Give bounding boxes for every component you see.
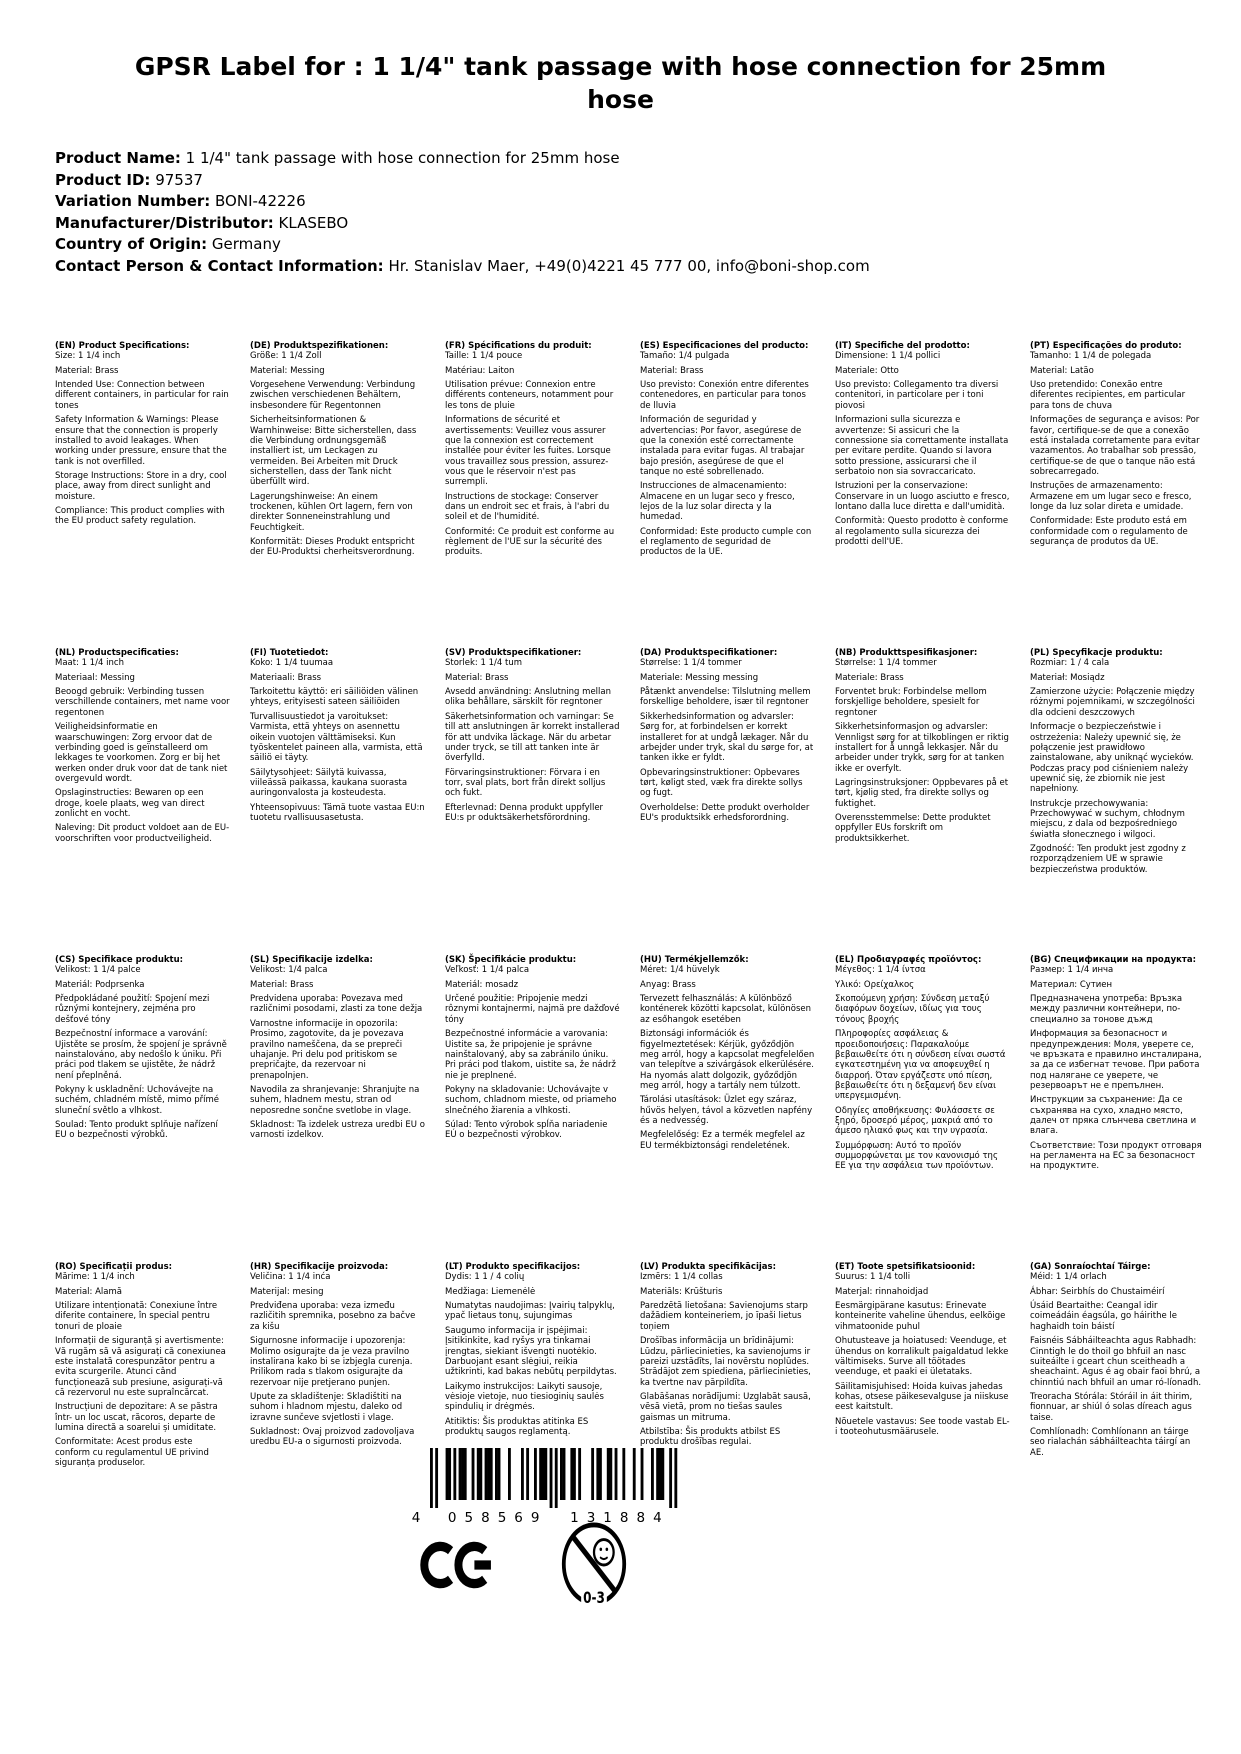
lang-block-et <box>835 1262 1010 1569</box>
lang-paragraph: Eesmärgipärane kasutus: Erinevate konteinerite vaheline ühendus, eelkõige vihmatoonide puhul <box>835 1301 1006 1332</box>
lang-header: (PT) Especificações do produto: <box>1030 341 1182 351</box>
lang-block-sk <box>445 955 620 1262</box>
lang-paragraph: Größe: 1 1/4 Zoll <box>250 351 322 362</box>
lang-paragraph: Πληροφορίες ασφάλειας & προειδοποιήσεις: Παρακαλούμε βεβαιωθείτε ότι η σύνδεση είναι σωστά εγκατεστημένη για να αποφευχθεί η διαρροή. Όταν εργάζεστε υπό πίεση, βεβαιωθείτε ότι η δεξαμενή δεν είναι υπεργεμισμένη. <box>835 1029 1006 1102</box>
lang-paragraph: Utilizare intenționată: Conexiune între diferite containere, în special pentru tonuri de ploaie <box>55 1301 218 1332</box>
lang-paragraph: Materiál: mosadz <box>445 979 519 990</box>
lang-paragraph: Tarkoitettu käyttö: eri säiliöiden välinen yhteys, erityisesti sateen säiliöiden <box>250 687 419 708</box>
lang-paragraph: Overensstemmelse: Dette produktet oppfyller EUs forskrift om produktsikkerhet. <box>835 813 991 844</box>
lang-paragraph: Méid: 1 1/4 orlach <box>1030 1272 1107 1283</box>
lang-header: (FI) Tuotetiedot: <box>250 648 329 658</box>
lang-paragraph: Instrucțiuni de depozitare: A se păstra într- un loc uscat, răcoros, departe de lumina directă a soarelui și umiditate. <box>55 1402 218 1434</box>
lang-paragraph: Informações de segurança e avisos: Por favor, certifique-se de que a conexão está instalada corretamente para evitar vazamentos. Ao trabalhar sob pressão, certifique-se de que o tanque não está sobrecarregado. <box>1030 415 1200 477</box>
age-warning-icon <box>560 1520 628 1608</box>
lang-block-el <box>835 955 1010 1262</box>
lang-paragraph: Mărime: 1 1/4 inch <box>55 1272 135 1283</box>
lang-paragraph: Material: Messing <box>250 365 325 376</box>
product-info-row <box>55 213 870 235</box>
lang-paragraph: Lagringsinstruksjoner: Oppbevares på et tørt, kjølig sted, fra direkte sollys og fuktighet. <box>835 777 1009 809</box>
lang-paragraph: Säilytysohjeet: Säilytä kuivassa, viileässä paikassa, kaukana suorasta auringonvalosta ja kosteudesta. <box>250 767 408 799</box>
lang-paragraph: Størrelse: 1 1/4 tommer <box>640 658 742 669</box>
lang-header: (RO) Specificații produs: <box>55 1262 173 1272</box>
lang-header: (DA) Produktspecifikationer: <box>640 648 778 658</box>
lang-paragraph: Rozmiar: 1 / 4 cala <box>1030 658 1110 669</box>
lang-header: (HR) Specifikacije proizvoda: <box>250 1262 389 1272</box>
lang-paragraph: Materiāls: Krūšturis <box>640 1286 723 1297</box>
lang-paragraph: Sicherheitsinformationen & Warnhinweise: Bitte sicherstellen, dass die Verbindung ordnungsgemäß installiert ist, um Leckagen zu vermeiden. Bei Arbeiten mit Druck sicherstellen, dass der Tank nicht überfüllt wird. <box>250 415 417 488</box>
lang-block-de <box>250 341 425 648</box>
lang-paragraph: Informazioni sulla sicurezza e avvertenze: Si assicuri che la connessione sia correttamente installata per evitare perdite. Quando si lavora sotto pressione, assicurarsi che il serbatoio non sia sovraccaricato. <box>835 415 1009 477</box>
lang-paragraph: Instrucciones de almacenamiento: Almacene en un lugar seco y fresco, lejos de la luz solar directa y la humedad. <box>640 481 795 523</box>
product-info-value: Hr. Stanislav Maer, +49(0)4221 45 777 00, info@boni-shop.com <box>383 256 870 275</box>
lang-paragraph: Информация за безопасност и предупреждения: Моля, уверете се, че връзката е правилно инсталирана, за да се избегнат течове. При работа под налягане се уверете, че резервоарът не е препълнен. <box>1030 1029 1202 1091</box>
lang-header: (NB) Produkttspesifikasjoner: <box>835 648 978 658</box>
lang-paragraph: Tárolási utasítások: Üzlet egy száraz, hűvös helyen, távol a közvetlen napfény és a nedvesség. <box>640 1095 813 1127</box>
lang-paragraph: Zgodność: Ten produkt jest zgodny z rozporządzeniem UE w sprawie bezpieczeństwa produktów. <box>1030 844 1186 875</box>
lang-paragraph: Σκοπούμενη χρήση: Σύνδεση μεταξύ διαφόρων δοχείων, ιδίως για τους τόνους βροχής <box>835 994 990 1025</box>
lang-paragraph: Material: Brass <box>445 672 509 683</box>
lang-block-nb <box>835 648 1010 955</box>
product-info-row <box>55 234 870 256</box>
lang-paragraph: Soulad: Tento produkt splňuje nařízení EU o bezpečnosti výrobků. <box>55 1120 218 1141</box>
lang-paragraph: Materijal: mesing <box>250 1286 324 1297</box>
lang-header: (HU) Termékjellemzők: <box>640 955 749 965</box>
lang-paragraph: Materiale: Messing messing <box>640 672 759 683</box>
lang-paragraph: Naleving: Dit product voldoet aan de EU-voorschriften voor productveiligheid. <box>55 823 230 844</box>
lang-header: (BG) Спецификации на продукта: <box>1030 955 1196 965</box>
lang-paragraph: Material: Brass <box>640 365 704 376</box>
lang-paragraph: Comhlíonadh: Comhlíonann an táirge seo rialachán sábháilteachta táirgí an AE. <box>1030 1427 1191 1458</box>
lang-paragraph: Instructions de stockage: Conserver dans un endroit sec et frais, à l'abri du soleil et de l'humidité. <box>445 491 610 523</box>
product-info-label: Product ID: <box>55 170 151 189</box>
lang-paragraph: Conformidade: Este produto está em conformidade com o regulamento de segurança de produtos da UE. <box>1030 516 1188 548</box>
lang-paragraph: Conformità: Questo prodotto è conforme al regolamento sulla sicurezza dei prodotti dell'UE. <box>835 516 1009 548</box>
lang-paragraph: Numatytas naudojimas: Įvairių talpyklų, ypač lietaus tonų, sujungimas <box>445 1301 615 1322</box>
age-warning-label: 0-3 <box>583 1589 605 1608</box>
language-grid <box>55 341 1205 1569</box>
barcode-bars <box>400 1448 700 1528</box>
ce-mark-icon <box>420 1534 500 1596</box>
lang-block-bg <box>1030 955 1205 1262</box>
lang-paragraph: Turvallisuustiedot ja varoitukset: Varmista, että yhteys on asennettu oikein vuotojen välttämiseksi. Kun työskentelet paineen alla, varmista, että säiliö ei täyty. <box>250 711 423 764</box>
lang-paragraph: Υλικό: Ορείχαλκος <box>835 979 915 990</box>
lang-paragraph: Paredzētā lietošana: Savienojums starp dažādiem konteineriem, jo īpaši lietus toņiem <box>640 1301 808 1332</box>
lang-header: (GA) Sonraíochtaí Táirge: <box>1030 1262 1151 1272</box>
page-title: GPSR Label for : 1 1/4" tank passage with hose connection for 25mm hose <box>134 52 1107 114</box>
lang-paragraph: Predvidena uporaba: Povezava med različnimi posodami, zlasti za tone dežja <box>250 994 423 1015</box>
lang-paragraph: Pokyny k uskladnění: Uchovávejte na suchém, chladném místě, mimo přímé sluneční světlo a vlhkost. <box>55 1084 220 1116</box>
lang-block-fi <box>250 648 425 955</box>
lang-paragraph: Οδηγίες αποθήκευσης: Φυλάσσετε σε ξηρό, δροσερό μέρος, μακριά από το άμεσο ηλιακό φως και την υγρασία. <box>835 1105 995 1137</box>
lang-paragraph: Konformität: Dieses Produkt entspricht der EU-Produktsi cherheitsverordnung. <box>250 537 415 558</box>
lang-paragraph: Materiał: Mosiądz <box>1030 672 1105 683</box>
lang-header: (SL) Specifikacije izdelka: <box>250 955 373 965</box>
lang-paragraph: Opbevaringsinstruktioner: Opbevares tørt, køligt sted, væk fra direkte sollys og fugt. <box>640 767 803 799</box>
lang-paragraph: Saugumo informacija ir įspėjimai: Įsitikinkite, kad ryšys yra tinkamai įrengtas, siekiant išvengti nuotėkio. Darbuojant esant slėgiui, reikia užtikrinti, kad bakas nebūtų perpildytas. <box>445 1325 617 1378</box>
lang-paragraph: Určené použitie: Pripojenie medzi rôznymi kontajnermi, najmä pre dažďové tóny <box>445 994 620 1025</box>
lang-header: (FR) Spécifications du produit: <box>445 341 592 351</box>
lang-paragraph: Bezpečnostné informácie a varovania: Uistite sa, že pripojenie je správne nainštalovaný, aby sa zabránilo úniku. Pri práci pod tlakom, uistite sa, že nádrž nie je preplnené. <box>445 1029 616 1081</box>
lang-paragraph: Material: Latão <box>1030 365 1094 376</box>
lang-paragraph: Megfelelőség: Ez a termék megfelel az EU termékbiztonsági rendeletének. <box>640 1130 805 1151</box>
lang-block-sl <box>250 955 425 1262</box>
lang-paragraph: Conformitate: Acest produs este conform cu regulamentul UE privind siguranța produselor. <box>55 1437 209 1469</box>
lang-paragraph: Sigurnosne informacije i upozorenja: Molimo osigurajte da je veza pravilno instalirana kako bi se izbjegla curenja. Prilikom rada s tlakom osigurajte da rezervoar nije pretjerano punjen. <box>250 1336 413 1388</box>
lang-paragraph: Suurus: 1 1/4 tolli <box>835 1272 911 1283</box>
lang-paragraph: Størrelse: 1 1/4 tommer <box>835 658 937 669</box>
lang-paragraph: Biztonsági információk és figyelmeztetések: Kérjük, győződjön meg arról, hogy a kapcsolat megfelelően van telepítve a szivárgások elkerülésére. Ha nyomás alatt dolgozik, győződjön meg arról, hogy a tartály nem túlzott. <box>640 1029 815 1091</box>
lang-block-cs <box>55 955 230 1262</box>
lang-paragraph: Συμμόρφωση: Αυτό το προϊόν συμμορφώνεται με τον κανονισμό της ΕΕ για την ασφάλεια των προϊόντων. <box>835 1140 998 1172</box>
lang-paragraph: Uso previsto: Conexión entre diferentes contenedores, en particular para tonos de lluvia <box>640 380 809 411</box>
lang-paragraph: Safety Information & Warnings: Please ensure that the connection is properly installed to avoid leakages. When working under pressure, ensure that the tank is not overfilled. <box>55 415 227 467</box>
lang-header: (ES) Especificaciones del producto: <box>640 341 809 351</box>
lang-block-it <box>835 341 1010 648</box>
lang-paragraph: Veličina: 1 1/4 inća <box>250 1272 331 1283</box>
lang-paragraph: Atitiktis: Šis produktas atitinka ES produktų saugos reglamentą. <box>445 1416 589 1438</box>
product-info-value: 1 1/4" tank passage with hose connection for 25mm hose <box>180 149 620 167</box>
lang-paragraph: Материал: Сутиен <box>1030 979 1113 990</box>
lang-paragraph: Sukladnost: Ovaj proizvod zadovoljava uredbu EU-a o sigurnosti proizvoda. <box>250 1427 415 1448</box>
lang-block-nl <box>55 648 230 955</box>
lang-paragraph: Размер: 1 1/4 инча <box>1030 965 1114 976</box>
lang-paragraph: Overholdelse: Dette produkt overholder EU's produktsikk erhedsforordning. <box>640 802 810 824</box>
lang-header: (LV) Produkta specifikācijas: <box>640 1262 776 1272</box>
lang-paragraph: Dimensione: 1 1/4 pollici <box>835 351 941 362</box>
barcode-digit-first: 4 <box>411 1510 421 1526</box>
product-info-value: 97537 <box>150 170 203 189</box>
lang-block-da <box>640 648 815 955</box>
lang-block-ro <box>55 1262 230 1569</box>
lang-paragraph: Instruções de armazenamento: Armazene em um lugar seco e fresco, longe da luz solar direta e umidade. <box>1030 481 1192 513</box>
lang-paragraph: Material: Brass <box>250 979 314 990</box>
lang-block-pt <box>1030 341 1205 648</box>
barcode-digits-left: 058569 <box>447 1510 548 1526</box>
lang-paragraph: Utilisation prévue: Connexion entre différents conteneurs, notamment pour les tons de pluie <box>445 380 614 411</box>
product-info-value: Germany <box>207 235 281 254</box>
lang-paragraph: Istruzioni per la conservazione: Conservare in un luogo asciutto e fresco, lontano dalla luce diretta e dall'umidità. <box>835 481 1010 513</box>
lang-paragraph: Avsedd användning: Anslutning mellan olika behållare, särskilt för regntoner <box>445 687 611 708</box>
lang-paragraph: Säilitamisjuhised: Hoida kuivas jahedas kohas, otsese päikesevalguse ja niiskuse eest kaitstult. <box>835 1381 1009 1413</box>
lang-paragraph: Informations de sécurité et avertissements: Veuillez vous assurer que la connexion est correctement installée pour éviter les fuites. Lorsque vous travaillez sous pression, assurez-vous que le réservoir n'est pas surrempli. <box>445 415 611 488</box>
lang-header: (NL) Productspecificaties: <box>55 648 179 658</box>
lang-paragraph: Materiale: Otto <box>835 365 899 376</box>
lang-paragraph: Vorgesehene Verwendung: Verbindung zwischen verschiedenen Behältern, insbesondere für Regentonnen <box>250 380 416 411</box>
lang-paragraph: Storlek: 1 1/4 tum <box>445 658 522 669</box>
lang-paragraph: Velikost: 1 1/4 palce <box>55 965 141 976</box>
lang-paragraph: Uso pretendido: Conexão entre diferentes recipientes, em particular para tons de chuva <box>1030 380 1186 411</box>
lang-paragraph: Ohutusteave ja hoiatused: Veenduge, et ühendus on korralikult paigaldatud lekke vältimiseks. Surve all töötades veenduge, et paaki ei ületataks. <box>835 1336 1009 1378</box>
lang-paragraph: Materiál: Podprsenka <box>55 979 145 990</box>
age-warning <box>560 1520 628 1612</box>
lang-paragraph: Dydis: 1 1 / 4 colių <box>445 1272 525 1283</box>
lang-header: (SK) Špecifikácie produktu: <box>445 955 577 965</box>
lang-paragraph: Yhteensopivuus: Tämä tuote vastaa EU:n tuotetu rvallisuusasetusta. <box>250 802 425 824</box>
lang-paragraph: Laikymo instrukcijos: Laikyti sausoje, vėsioje vietoje, nuo tiesioginių saulės spindulių ir drėgmės. <box>445 1381 604 1413</box>
lang-paragraph: Ábhar: Seirbhís do Chustaiméirí <box>1030 1286 1165 1297</box>
lang-paragraph: Informacje o bezpieczeństwie i ostrzeżenia: Należy upewnić się, że połączenie jest prawidłowo zainstalowane, aby uniknąć wycieków. Podczas pracy pod ciśnieniem należy upewnić się, że zbiornik nie jest napełniony. <box>1030 722 1194 795</box>
lang-paragraph: Nõuetele vastavus: See toode vastab EL-i tooteohutusmäärusele. <box>835 1416 1010 1438</box>
lang-paragraph: Conformidad: Este producto cumple con el reglamento de seguridad de productos de la UE. <box>640 526 812 558</box>
lang-paragraph: Uso previsto: Collegamento tra diversi contenitori, in particolare per i toni piovosi <box>835 380 999 411</box>
product-info <box>55 148 870 278</box>
barcode-digits-right: 131884 <box>570 1510 670 1526</box>
product-info-row <box>55 148 870 170</box>
product-info-row <box>55 170 870 192</box>
lang-paragraph: Informații de siguranță și avertismente: Vă rugăm să vă asigurați că conexiunea este instalată corespunzător pentru a evita scurgerile. Atunci când funcționează sub presiune, asigurați-vă că rezervorul nu este supraîncărcat. <box>55 1336 226 1398</box>
lang-header: (LT) Produkto specifikacijos: <box>445 1262 581 1272</box>
lang-paragraph: Съответствие: Този продукт отговаря на регламента на ЕС за безопасност на продуктите. <box>1030 1140 1202 1172</box>
lang-paragraph: Sikkerhetsinformasjon og advarsler: Vennligst sørg for at tilkoblingen er riktig installert for å unngå lekkasjer. Når du arbeider under trykk, sørg for at tanken ikke er overfylt. <box>835 722 1009 774</box>
lang-paragraph: Μέγεθος: 1 1/4 ίντσα <box>835 965 926 976</box>
lang-paragraph: Säkerhetsinformation och varningar: Se till att anslutningen är korrekt installerad för att undvika läckage. När du arbetar under tryck, se till att tanken inte är överfylld. <box>445 711 620 764</box>
lang-header: (EN) Product Specifications: <box>55 341 190 351</box>
lang-paragraph: Veľkosť: 1 1/4 palca <box>445 965 530 976</box>
lang-paragraph: Varnostne informacije in opozorila: Prosimo, zagotovite, da je povezava pravilno nameščena, da se prepreči uhajanje. Pri delu pod pritiskom se prepričajte, da rezervoar ni prenapolnjen. <box>250 1018 404 1081</box>
ce-mark <box>420 1534 500 1600</box>
lang-paragraph: Förvaringsinstruktioner: Förvara i en torr, sval plats, bort från direkt solljus och fukt. <box>445 767 606 799</box>
lang-paragraph: Intended Use: Connection between different containers, in particular for rain tones <box>55 380 229 411</box>
lang-paragraph: Taille: 1 1/4 pouce <box>445 351 523 362</box>
lang-paragraph: Méret: 1/4 hüvelyk <box>640 965 720 976</box>
lang-paragraph: Maat: 1 1/4 inch <box>55 658 124 669</box>
product-info-value: BONI-42226 <box>210 192 306 211</box>
lang-paragraph: Materiale: Brass <box>835 672 904 683</box>
lang-block-hu <box>640 955 815 1262</box>
lang-paragraph: Materiaal: Messing <box>55 672 135 683</box>
lang-header: (IT) Specifiche del prodotto: <box>835 341 970 351</box>
lang-paragraph: Tamaño: 1/4 pulgada <box>640 351 730 362</box>
product-info-row <box>55 256 870 278</box>
lang-header: (DE) Produktspezifikationen: <box>250 341 389 351</box>
lang-paragraph: Treoracha Stórála: Stóráil in áit thirim, fionnuar, ar shiúl ó solas díreach agus taise. <box>1030 1391 1193 1423</box>
lang-paragraph: Bezpečnostní informace a varování: Ujistěte se prosím, že spojení je správně nainstalováno, aby nedošlo k úniku. Při práci pod tlakem se ujistěte, že nádrž není přeplněná. <box>55 1029 227 1081</box>
lang-paragraph: Opslaginstructies: Bewaren op een droge, koele plaats, weg van direct zonlicht en vocht. <box>55 788 205 820</box>
product-info-label: Product Name: <box>55 149 181 167</box>
lang-paragraph: Material: Brass <box>55 365 119 376</box>
lang-paragraph: Upute za skladištenje: Skladištiti na suhom i hladnom mjestu, daleko od izravne sunčeve svjetlosti i vlage. <box>250 1391 403 1423</box>
product-info-value: KLASEBO <box>273 213 349 232</box>
lang-paragraph: Tamanho: 1 1/4 de polegada <box>1030 351 1152 362</box>
barcode <box>400 1448 700 1532</box>
lang-paragraph: Material: Alamă <box>55 1286 122 1297</box>
lang-paragraph: Beoogd gebruik: Verbinding tussen verschillende containers, met name voor regentonen <box>55 687 230 718</box>
lang-paragraph: Lagerungshinweise: An einem trockenen, kühlen Ort lagern, fern von direkter Sonneneinstrahlung und Feuchtigkeit. <box>250 491 413 533</box>
lang-paragraph: Navodila za shranjevanje: Shranjujte na suhem, hladnem mestu, stran od neposredne sončne svetlobe in vlage. <box>250 1084 420 1116</box>
lang-block-ga <box>1030 1262 1205 1569</box>
lang-block-en <box>55 341 230 648</box>
lang-paragraph: Tervezett felhasználás: A különböző konténerek közötti kapcsolat, különösen az esőhangok esetében <box>640 994 811 1025</box>
lang-paragraph: Instrukcje przechowywania: Przechowywać w suchym, chłodnym miejscu, z dala od bezpośredniego światła słonecznego i wilgoci. <box>1030 798 1185 840</box>
lang-paragraph: Předpokládané použití: Spojení mezi různými kontejnery, zejména pro dešťové tóny <box>55 994 210 1025</box>
lang-paragraph: Conformité: Ce produit est conforme au règlement de l'UE sur la sécurité des produits. <box>445 526 615 558</box>
lang-block-sv <box>445 648 620 955</box>
lang-paragraph: Инструкции за съхранение: Да се съхранява на сухо, хладно място, далеч от пряка слънчева светлина и влага. <box>1030 1095 1197 1137</box>
lang-paragraph: Forventet bruk: Forbindelse mellom forskjellige beholdere, spesielt for regntoner <box>835 687 987 718</box>
lang-paragraph: Úsáid Beartaithe: Ceangal idir coimeádáin éagsúla, go háirithe le haghaidh toin báistí <box>1030 1301 1177 1332</box>
lang-paragraph: Pokyny na skladovanie: Uchovávajte v suchom, chladnom mieste, od priameho slnečného žiarenia a vlhkosti. <box>445 1084 617 1116</box>
lang-paragraph: Veiligheidsinformatie en waarschuwingen: Zorg ervoor dat de verbinding goed is geïnstalleerd om lekkages te voorkomen. Zorg er bij het werken onder druk voor dat de tank niet overgevuld wordt. <box>55 722 228 784</box>
lang-paragraph: Súlad: Tento výrobok spĺňa nariadenie EÚ o bezpečnosti výrobkov. <box>445 1120 608 1141</box>
lang-paragraph: Compliance: This product complies with the EU product safety regulation. <box>55 506 225 527</box>
lang-header: (CS) Specifikace produktu: <box>55 955 184 965</box>
lang-paragraph: Medžiaga: Liemenėlė <box>445 1286 536 1297</box>
lang-paragraph: Matériau: Laiton <box>445 365 515 376</box>
lang-paragraph: Size: 1 1/4 inch <box>55 351 121 362</box>
lang-paragraph: Efterlevnad: Denna produkt uppfyller EU:s pr oduktsäkerhetsförordning. <box>445 802 604 824</box>
lang-paragraph: Zamierzone użycie: Połączenie między różnymi pojemnikami, w szczególności dla odcieni deszczowych <box>1030 687 1195 718</box>
lang-paragraph: Glabāšanas norādījumi: Uzglabāt sausā, vēsā vietā, prom no tiešas saules gaismas un mitruma. <box>640 1391 811 1423</box>
lang-paragraph: Faisnéis Sábháilteachta agus Rabhadh: Cinntigh le do thoil go bhfuil an nasc suiteáilte i gceart chun sceitheadh a sheachaint. Agus é ag obair faoi bhrú, a chinntiú nach bhfuil an umar ró-líonadh. <box>1030 1336 1202 1388</box>
lang-paragraph: Información de seguridad y advertencias: Por favor, asegúrese de que la conexión esté correctamente instalada para evitar fugas. Al trabajar bajo presión, asegúrese de que el tanque no esté sobrellenado. <box>640 415 805 477</box>
lang-header: (PL) Specyfikacje produktu: <box>1030 648 1163 658</box>
lang-header: (SV) Produktspecifikationer: <box>445 648 582 658</box>
lang-block-es <box>640 341 815 648</box>
lang-paragraph: Skladnost: Ta izdelek ustreza uredbi EU o varnosti izdelkov. <box>250 1120 425 1141</box>
lang-paragraph: Materjal: rinnahoidjad <box>835 1286 929 1297</box>
product-info-row <box>55 191 870 213</box>
lang-paragraph: Izmērs: 1 1/4 collas <box>640 1272 723 1283</box>
lang-block-hr <box>250 1262 425 1569</box>
lang-header: (ET) Toote spetsifikatsioonid: <box>835 1262 976 1272</box>
lang-paragraph: Velikost: 1/4 palca <box>250 965 328 976</box>
product-info-label: Manufacturer/Distributor: <box>55 213 274 232</box>
lang-paragraph: Predviđena uporaba: veza između različitih spremnika, posebno za bačve za kišu <box>250 1301 416 1332</box>
lang-paragraph: Storage Instructions: Store in a dry, cool place, away from direct sunlight and moisture. <box>55 470 227 502</box>
lang-paragraph: Materiaali: Brass <box>250 672 322 683</box>
lang-paragraph: Anyag: Brass <box>640 979 696 990</box>
lang-paragraph: Sikkerhedsinformation og advarsler: Sørg for, at forbindelsen er korrekt installeret for at undgå lækager. Når du arbejder under tryk, skal du sørge for, at tanken ikke er fyldt. <box>640 711 814 764</box>
lang-block-fr <box>445 341 620 648</box>
lang-paragraph: Drošības informācija un brīdinājumi: Lūdzu, pārliecinieties, ka savienojums ir pareizi uzstādīts, lai novērstu noplūdes. Strādājot zem spiediena, pārliecinieties, ka tvertne nav pārpildīta. <box>640 1336 811 1388</box>
lang-header: (EL) Προδιαγραφές προϊόντος: <box>835 955 982 965</box>
lang-paragraph: Påtænkt anvendelse: Tilslutning mellem forskellige beholdere, især til regntoner <box>640 687 811 708</box>
lang-paragraph: Atbilstība: Šis produkts atbilst ES produktu drošības regulai. <box>640 1427 781 1448</box>
product-info-label: Contact Person & Contact Information: <box>55 256 384 275</box>
lang-paragraph: Koko: 1 1/4 tuumaa <box>250 658 334 669</box>
lang-paragraph: Предназначена употреба: Връзка между различни контейнери, по-специално за тонове дъжд <box>1030 994 1183 1025</box>
product-info-label: Country of Origin: <box>55 235 208 254</box>
product-info-label: Variation Number: <box>55 192 211 211</box>
lang-block-pl <box>1030 648 1205 955</box>
